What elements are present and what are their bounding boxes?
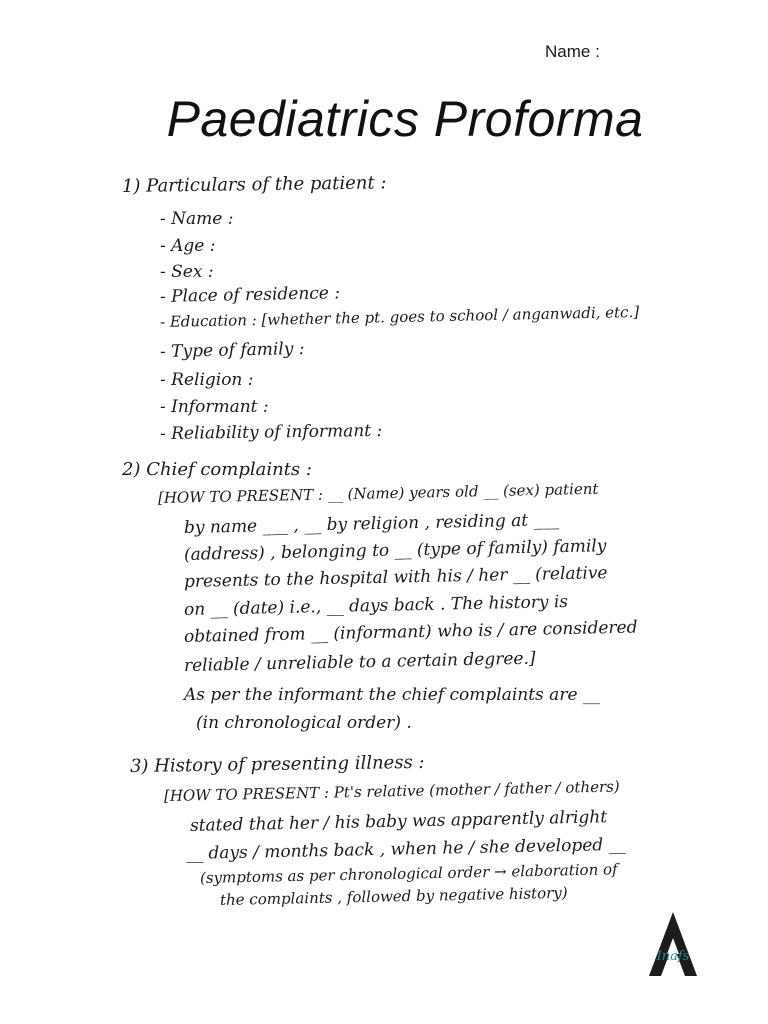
svg-text:Inafs: Inafs (656, 949, 690, 964)
section3-line-3: __ days / months back , when he / she developed __ (185, 834, 626, 864)
section3-line-5: the complaints , followed by negative history) (219, 883, 568, 909)
name-label: Name : (545, 42, 600, 61)
section1-item-name: - Name : (160, 209, 234, 229)
section2-line-6: obtained from __ (informant) who is / are considered (183, 617, 638, 647)
section2-line-7: reliable / unreliable to a certain degree.] (183, 648, 536, 676)
section3-line-4: (symptoms as per chronological order → elaboration of (199, 860, 618, 887)
section1-item-reliability: - Reliability of informant : (159, 420, 383, 444)
section2-line-5: on __ (date) i.e., __ days back . The history is (183, 591, 569, 620)
page-title: Paediatrics Proforma (166, 91, 644, 147)
section1-item-education: - Education : [whether the pt. goes to school / anganwadi, etc.] (159, 302, 640, 331)
section3-heading: 3) History of presenting illness : (129, 751, 425, 777)
section1-item-residence: - Place of residence : (159, 283, 341, 307)
section2-line-3: (address) , belonging to __ (type of family) family (183, 536, 607, 565)
section1-item-informant: - Informant : (160, 397, 269, 417)
section2-heading: 2) Chief complaints : (122, 459, 312, 480)
assassin-emblem-icon (645, 908, 701, 980)
section3-line-2: stated that her / his baby was apparently alright (189, 807, 608, 836)
section2-line-1: [HOW TO PRESENT : __ (Name) years old __ (sex) patient (157, 479, 599, 507)
section1-item-religion: - Religion : (160, 370, 254, 390)
section1-item-sex: - Sex : (160, 262, 214, 282)
section2-line-9: (in chronological order) . (196, 713, 412, 733)
section2-line-4: presents to the hospital with his / her __ (relative (183, 563, 608, 592)
section1-item-family: - Type of family : (159, 338, 305, 362)
section3-line-1: [HOW TO PRESENT : Pt's relative (mother / father / others) (163, 777, 620, 805)
section1-item-age: - Age : (160, 236, 216, 256)
watermark-logo (645, 908, 701, 984)
section2-line-2: by name ___ , __ by religion , residing at ___ (183, 510, 560, 538)
section2-line-8: As per the informant the chief complaints are __ (184, 685, 600, 705)
section1-heading: 1) Particulars of the patient : (121, 172, 387, 197)
